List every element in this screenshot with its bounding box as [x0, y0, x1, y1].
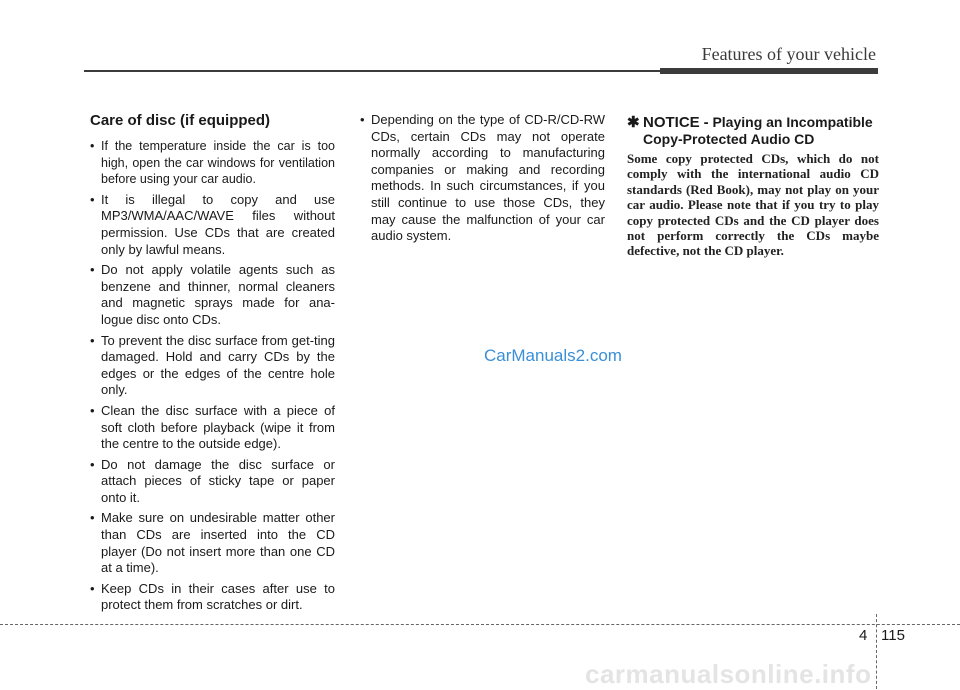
middle-column — [360, 112, 605, 249]
notice-heading — [627, 114, 879, 147]
care-of-disc-list — [90, 138, 335, 614]
notice-title — [643, 114, 879, 147]
notice-box — [627, 112, 879, 259]
list-item: • Do not apply volatile agents such as benzene and thinner, normal cleaners and magnetic sprays made for ana-logue disc onto CDs. — [90, 262, 335, 328]
list-item: • Clean the disc surface with a piece of soft cloth before playback (wipe it from the centre to the outside edge). — [90, 403, 335, 453]
star-icon: ✱ — [627, 114, 640, 131]
list-item: • Do not damage the disc surface or attach pieces of sticky tape or paper onto it. — [90, 457, 335, 507]
page-header-title: Features of your vehicle — [701, 44, 876, 64]
header-divider-accent — [660, 68, 878, 74]
section-title: Care of disc (if equipped) — [90, 112, 271, 129]
list-item: • Depending on the type of CD-R/CD-RW CDs, certain CDs may not operate normally according to manufacturing companies or making and recording methods. In such circumstances, if you still continue to use those CDs, they may cause the malfunction of your car audio system. — [360, 112, 605, 245]
list-item: • It is illegal to copy and use MP3/WMA/AAC/WAVE files without permission. Use CDs that are created only by lawful means. — [90, 192, 335, 258]
watermark-link[interactable]: CarManuals2.com — [484, 346, 622, 365]
footer-vertical-divider — [876, 614, 877, 689]
notice-label: NOTICE — [643, 114, 700, 131]
page-number: 115 — [881, 627, 905, 644]
header-divider — [84, 70, 660, 72]
list-item: • Make sure on undesirable matter other than CDs are inserted into the CD player (Do not insert more than one CD at a time). — [90, 510, 335, 576]
notice-subject: Playing an Incompatible Copy-Protected Audio CD — [643, 114, 873, 147]
left-column — [90, 112, 335, 618]
notice-body: Some copy protected CDs, which do not comply with the international audio CD standards (Red Book), may not play on your car audio. Please note that if you try to play copy protected CDs and the CD player does not perform correctly the CDs maybe defective, not the CD player. — [627, 151, 879, 259]
notice-separator: - — [703, 114, 709, 131]
chapter-number: 4 — [859, 627, 868, 644]
list-item: • Keep CDs in their cases after use to protect them from scratches or dirt. — [90, 581, 335, 614]
cd-type-list — [360, 112, 605, 245]
footer-divider — [0, 624, 960, 625]
footer-watermark: carmanualsonline.info — [585, 659, 872, 689]
list-item: • If the temperature inside the car is too high, open the car windows for ventilation before using your car audio. — [90, 138, 335, 188]
list-item: • To prevent the disc surface from get-ting damaged. Hold and carry CDs by the edges or the edges of the centre hole only. — [90, 333, 335, 399]
